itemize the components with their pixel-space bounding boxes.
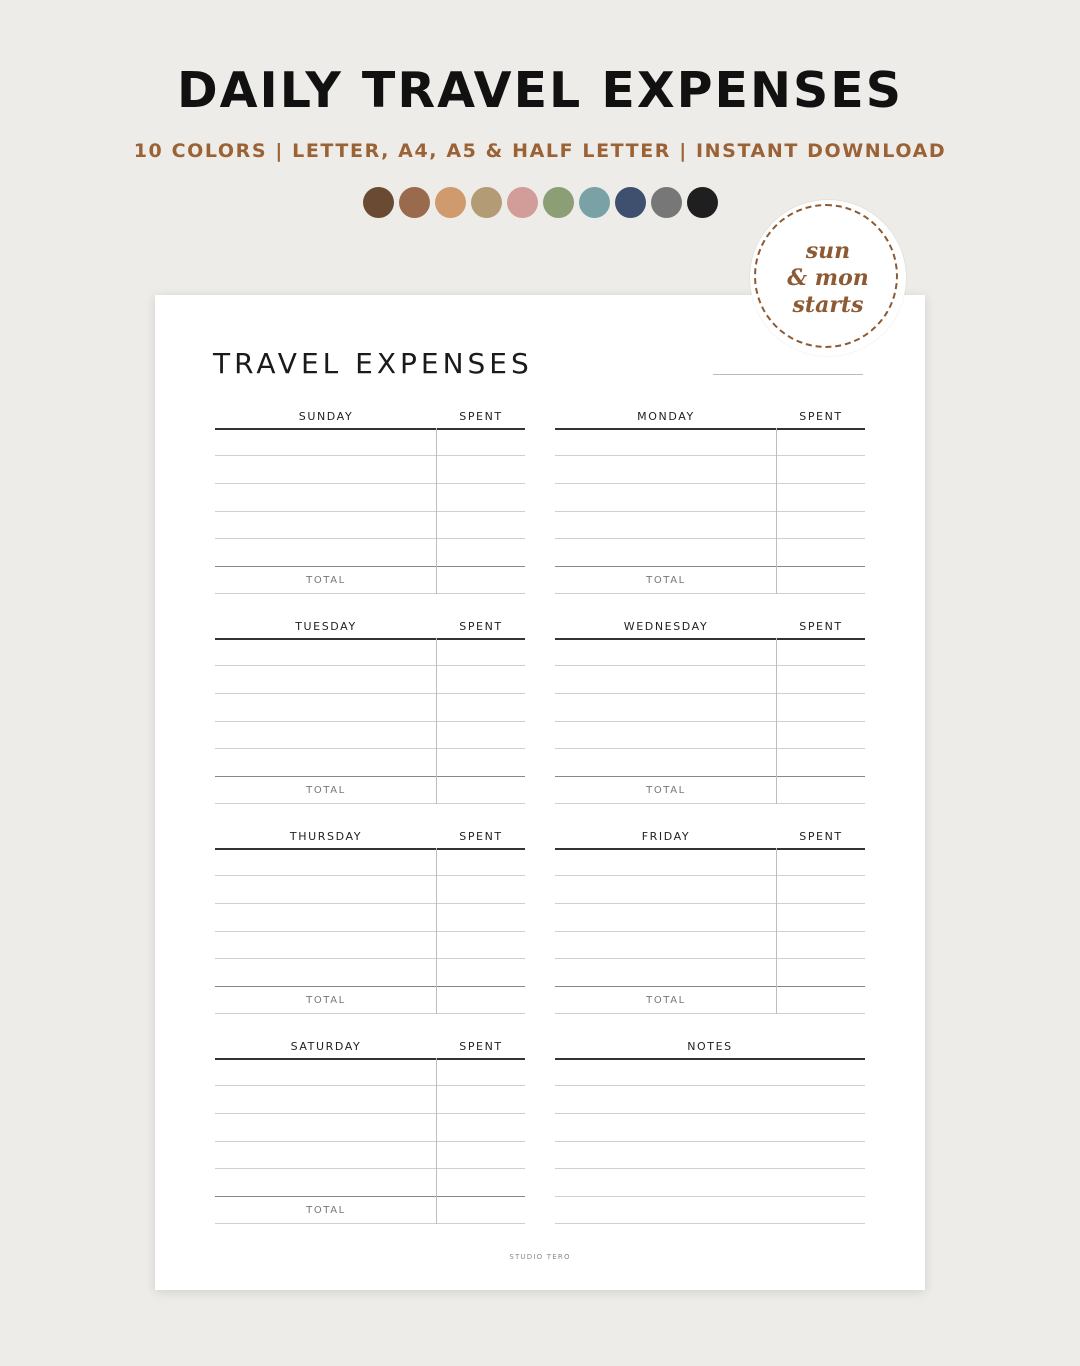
spent-label: SPENT: [799, 830, 843, 843]
expense-table[interactable]: [215, 638, 525, 804]
color-swatch-9: [651, 187, 682, 218]
start-day-badge: [750, 200, 906, 356]
expense-table[interactable]: [555, 428, 865, 594]
title-write-line: [713, 374, 863, 375]
spent-label: SPENT: [459, 1040, 503, 1053]
spent-label: SPENT: [459, 620, 503, 633]
total-label: TOTAL: [306, 575, 346, 586]
spent-label: SPENT: [459, 830, 503, 843]
total-label: TOTAL: [646, 575, 686, 586]
total-label: TOTAL: [306, 1205, 346, 1216]
expense-table[interactable]: [215, 848, 525, 1014]
page-title: TRAVEL EXPENSES: [213, 347, 533, 380]
expense-table[interactable]: [215, 428, 525, 594]
banner-subtitle: 10 COLORS | LETTER, A4, A5 & HALF LETTER | INSTANT DOWNLOAD: [133, 140, 947, 162]
notes-lines[interactable]: [555, 1058, 865, 1224]
total-label: TOTAL: [306, 785, 346, 796]
color-swatch-2: [399, 187, 430, 218]
color-swatch-1: [363, 187, 394, 218]
spent-label: SPENT: [459, 410, 503, 423]
spent-label: SPENT: [799, 620, 843, 633]
day-label: SUNDAY: [298, 410, 354, 423]
day-label: SATURDAY: [290, 1040, 362, 1053]
day-label: THURSDAY: [289, 830, 363, 843]
spent-label: SPENT: [799, 410, 843, 423]
total-label: TOTAL: [646, 995, 686, 1006]
day-label: WEDNESDAY: [623, 620, 709, 633]
day-label: TUESDAY: [295, 620, 357, 633]
expense-table[interactable]: [555, 638, 865, 804]
brand-footer: STUDIO TERO: [509, 1253, 571, 1261]
color-swatches: [363, 187, 718, 218]
banner-title: DAILY TRAVEL EXPENSES: [176, 62, 904, 119]
color-swatch-6: [543, 187, 574, 218]
planner-page: [155, 295, 925, 1290]
badge-line-2: & mon: [787, 264, 869, 291]
color-swatch-7: [579, 187, 610, 218]
badge-line-3: starts: [792, 291, 864, 318]
day-label: FRIDAY: [641, 830, 691, 843]
color-swatch-5: [507, 187, 538, 218]
day-label: MONDAY: [637, 410, 695, 423]
total-label: TOTAL: [646, 785, 686, 796]
expense-table[interactable]: [215, 1058, 525, 1224]
total-label: TOTAL: [306, 995, 346, 1006]
expense-table[interactable]: [555, 848, 865, 1014]
badge-line-1: sun: [805, 237, 851, 264]
color-swatch-3: [435, 187, 466, 218]
color-swatch-8: [615, 187, 646, 218]
notes-label: NOTES: [687, 1040, 733, 1053]
color-swatch-10: [687, 187, 718, 218]
color-swatch-4: [471, 187, 502, 218]
